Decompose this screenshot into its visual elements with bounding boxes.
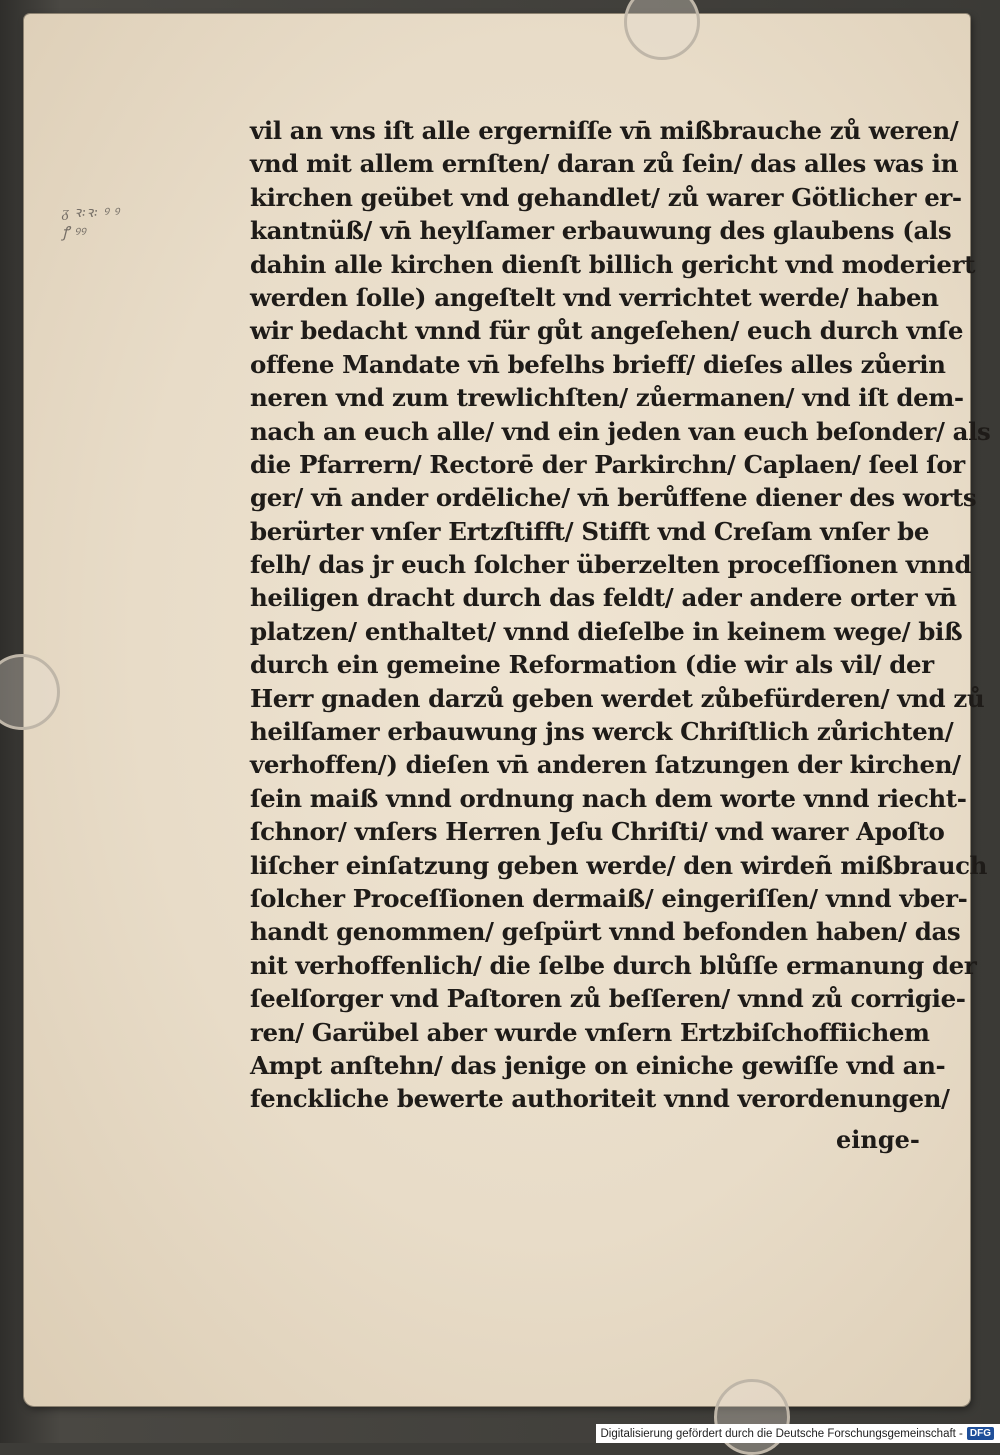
text-line: die Pfarrern/ Rectorē der Parkirchn/ Caplaen/ ſeel ſor: [250, 449, 965, 479]
text-line: durch ein gemeine Reformation (die wir als vil/ der: [250, 650, 934, 680]
text-line: kirchen geübet vnd gehandlet/ zů warer Götlicher er-: [250, 182, 962, 212]
text-line: ſchnor/ vnſers Herren Jeſu Chriſti/ vnd warer Apoſto: [250, 817, 945, 847]
text-line: nit verhoffenlich/ die ſelbe durch blůſſe ermanung der: [250, 950, 977, 980]
text-line: vil an vns iſt alle ergerniſſe vn̄ mißbrauche zů weren/: [250, 116, 959, 145]
text-line: verhoffen/) dieſen vn̄ anderen ſatzungen der kirchen/: [250, 750, 961, 780]
text-line: vnd mit allem ernſten/ daran zů ſein/ das alles was in: [250, 149, 959, 179]
text-line: felh/ das jr euch ſolcher überzelten proceſſionen vnnd: [250, 550, 972, 580]
text-line: ſeelſorger vnd Paſtoren zů beſſeren/ vnnd zů corrigie-: [250, 984, 966, 1014]
text-line: neren vnd zum trewlichſten/ zůermanen/ vnd iſt dem-: [250, 383, 964, 413]
margin-note-line: ꝭ ꝰꝰ: [62, 223, 86, 241]
text-line: werden ſolle) angeſtelt vnd verrichtet werde/ haben: [250, 282, 939, 312]
handwritten-margin-note: [62, 202, 119, 242]
text-line: liſcher einſatzung geben werde/ den wirdeñ mißbrauch: [250, 850, 988, 880]
text-line: dahin alle kirchen dienſt billich gericht vnd moderiert: [250, 249, 975, 279]
text-line: offene Mandate vn̄ befelhs brieff/ dieſes alles zůerin: [250, 349, 946, 379]
text-line: Ampt anſtehn/ das jenige on einiche gewiſſe vnd an-: [250, 1050, 946, 1080]
text-line: kantnüß/ vn̄ heylſamer erbauwung des glaubens (als: [250, 216, 952, 246]
digitization-footer: [596, 1424, 1000, 1443]
text-line: ſolcher Proceſſionen dermaiß/ eingeriſſen/ vnnd vber-: [250, 883, 968, 913]
text-line: ger/ vn̄ ander ordēliche/ vn̄ berůffene diener des worts: [250, 483, 977, 513]
text-line: berürter vnſer Ertzſtifft/ Stifft vnd Creſam vnſer be: [250, 516, 930, 546]
page-clip-top: [624, 0, 700, 60]
page-clip-left: [0, 654, 60, 730]
text-line: ren/ Garübel aber wurde vnſern Ertzbiſchoffiichem: [250, 1017, 930, 1047]
footer-credit-text: Digitalisierung gefördert durch die Deutsche Forschungsgemeinschaft -: [600, 1427, 963, 1440]
catchword: einge-: [836, 1125, 920, 1154]
text-line: handt genommen/ geſpürt vnnd befonden haben/ das: [250, 917, 961, 947]
text-line: ſein maiß vnnd ordnung nach dem worte vnnd riecht-: [250, 783, 967, 813]
dfg-logo: DFG: [967, 1427, 994, 1440]
text-line: fenckliche bewerte authoriteit vnnd verordenungen/: [250, 1084, 950, 1114]
text-line: heilſamer erbauwung jns werck Chriſtlich zůrichten/: [250, 717, 954, 747]
printed-text-block: [250, 114, 991, 1116]
text-line: nach an euch alle/ vnd ein jeden van euch beſonder/ als: [250, 416, 991, 446]
text-line: heiligen dracht durch das feldt/ ader andere orter vn̄: [250, 583, 957, 613]
text-line: Herr gnaden darzů geben werdet zůbefürderen/ vnd zů: [250, 683, 985, 713]
text-line: platzen/ enthaltet/ vnnd dieſelbe in keinem wege/ biß: [250, 616, 963, 646]
text-line: wir bedacht vnnd für gůt angeſehen/ euch durch vnſe: [250, 316, 964, 346]
margin-note-line: ᵹ ꝛ꞉ꝛ꞉ ꝰ ꝰ: [62, 203, 120, 221]
page-clip-bottom: [714, 1379, 790, 1455]
